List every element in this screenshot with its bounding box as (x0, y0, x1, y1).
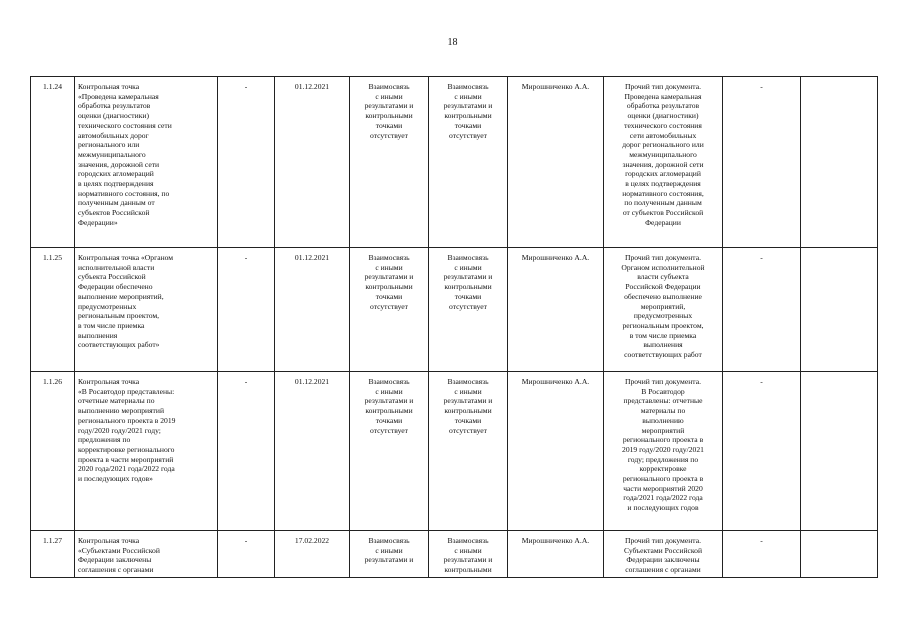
prev-value-cell: - (218, 531, 275, 578)
deadline-date: 01.12.2021 (275, 248, 350, 372)
table-row (31, 248, 878, 372)
level-cell: - (723, 248, 801, 372)
predecessor-link: Взаимосвязь с иными результатами и контрольными точками отсутствует (350, 248, 429, 372)
control-point-name: Контрольная точка «Органом исполнительной власти субъекта Российской Федерации обеспечено выполнение мероприятий, предусмотренных региональным проектом, в том числе приемка выполнения соответствующих работ» (75, 248, 218, 372)
document-description: Прочий тип документа. Проведена камеральная обработка результатов оценки (диагностики) технического состояния сети автомобильных дорог регионального или межмуниципального значения, дорожной сети городских агломераций в целях подтверждения нормативного состояния, по полученным данным от субъектов Российской Федерации (604, 77, 723, 248)
deadline-date: 17.02.2022 (275, 531, 350, 578)
responsible-person: Мирошниченко А.А. (508, 248, 604, 372)
successor-link: Взаимосвязь с иными результатами и контрольными (429, 531, 508, 578)
page-number: 18 (447, 37, 458, 48)
deadline-date: 01.12.2021 (275, 77, 350, 248)
empty-cell (801, 531, 878, 578)
prev-value-cell: - (218, 372, 275, 531)
prev-value-cell: - (218, 248, 275, 372)
empty-cell (801, 248, 878, 372)
table-row (31, 531, 878, 578)
responsible-person: Мирошниченко А.А. (508, 372, 604, 531)
prev-value-cell: - (218, 77, 275, 248)
table-row (31, 77, 878, 248)
predecessor-link: Взаимосвязь с иными результатами и (350, 531, 429, 578)
row-number: 1.1.24 (31, 77, 75, 248)
successor-link: Взаимосвязь с иными результатами и контрольными точками отсутствует (429, 372, 508, 531)
control-point-name: Контрольная точка «Проведена камеральная обработка результатов оценки (диагностики) технического состояния сети автомобильных дорог регионального или межмуниципального значения, дорожной сети городских агломераций в целях подтверждения нормативного состояния, по полученным данным от субъектов Российской Федерации» (75, 77, 218, 248)
responsible-person: Мирошниченко А.А. (508, 77, 604, 248)
document-description: Прочий тип документа. В Росавтодор представлены: отчетные материалы по выполнению мероприятий регионального проекта в 2019 году/2020 году/2021 году; предложения по корректировке регионального проекта в части мероприятий 2020 года/2021 года/2022 года и последующих годов (604, 372, 723, 531)
level-cell: - (723, 531, 801, 578)
control-points-table (30, 76, 878, 578)
predecessor-link: Взаимосвязь с иными результатами и контрольными точками отсутствует (350, 77, 429, 248)
row-number: 1.1.27 (31, 531, 75, 578)
row-number: 1.1.25 (31, 248, 75, 372)
successor-link: Взаимосвязь с иными результатами и контрольными точками отсутствует (429, 248, 508, 372)
empty-cell (801, 372, 878, 531)
table-row (31, 372, 878, 531)
empty-cell (801, 77, 878, 248)
deadline-date: 01.12.2021 (275, 372, 350, 531)
control-point-name: Контрольная точка «В Росавтодор представлены: отчетные материалы по выполнению мероприятий регионального проекта в 2019 году/2020 году/2021 году; предложения по корректировке регионального проекта в части мероприятий 2020 года/2021 года/2022 года и последующих годов» (75, 372, 218, 531)
row-number: 1.1.26 (31, 372, 75, 531)
level-cell: - (723, 372, 801, 531)
document-description: Прочий тип документа. Органом исполнительной власти субъекта Российской Федерации обеспечено выполнение мероприятий, предусмотренных региональным проектом, в том числе приемка выполнения соответствующих работ (604, 248, 723, 372)
level-cell: - (723, 77, 801, 248)
responsible-person: Мирошниченко А.А. (508, 531, 604, 578)
predecessor-link: Взаимосвязь с иными результатами и контрольными точками отсутствует (350, 372, 429, 531)
control-point-name: Контрольная точка «Субъектами Российской Федерации заключены соглашения с органами (75, 531, 218, 578)
document-description: Прочий тип документа. Субъектами Российской Федерации заключены соглашения с органами (604, 531, 723, 578)
successor-link: Взаимосвязь с иными результатами и контрольными точками отсутствует (429, 77, 508, 248)
